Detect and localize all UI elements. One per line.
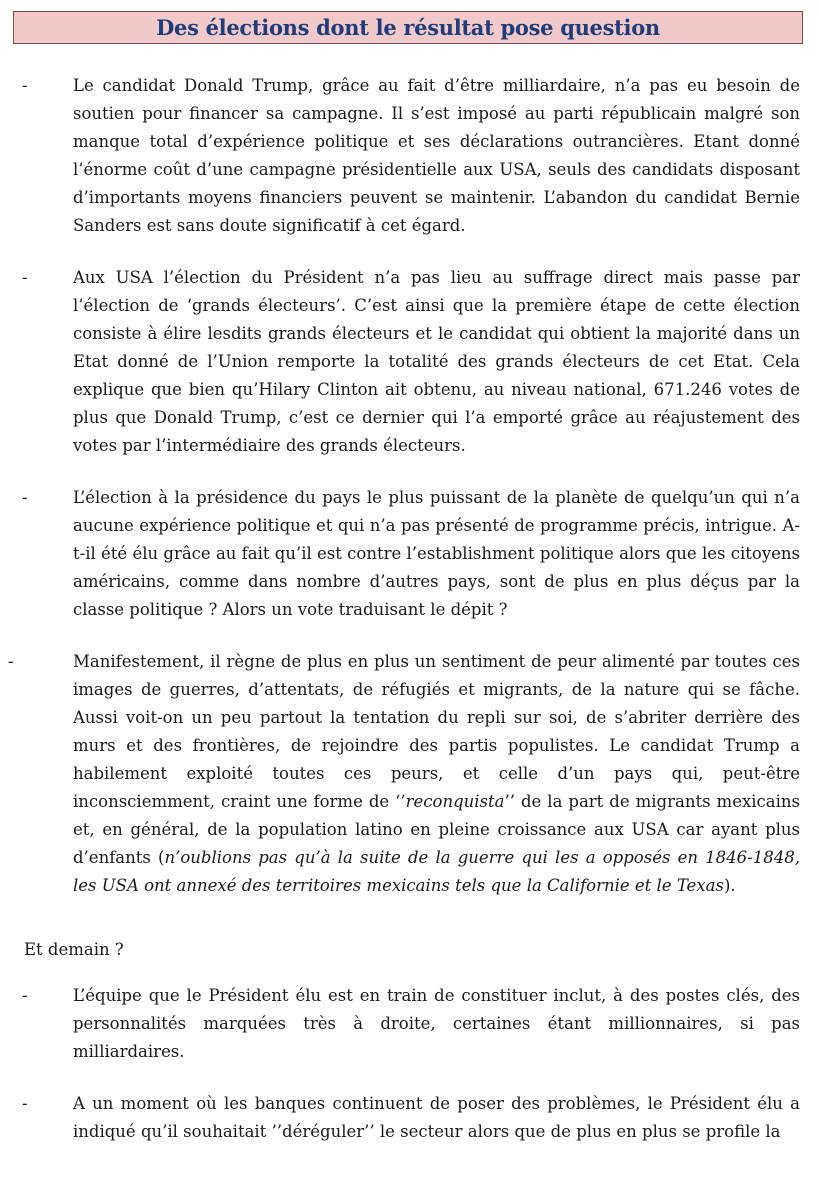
reconquista-term: reconquista — [405, 792, 505, 811]
bullet-item — [0, 1090, 819, 1146]
bullet-item — [0, 484, 819, 624]
paragraph: Aux USA l’élection du Président n’a pas lieu au suffrage direct mais passe par l’élection de ‘grands électeurs’. C’est ainsi que la première étape de cette élection consiste à élire lesdits grands électeurs et le candidat qui obtient la majorité dans un Etat donné de l’Union remporte la totalité des grands électeurs de cet Etat. Cela explique que bien qu’Hilary Clinton ait obtenu, au niveau national, 671.246 votes de plus que Donald Trump, c’est ce dernier qui l’a emporté grâce au réajustement des votes par l’intermédiaire des grands électeurs. — [73, 268, 800, 455]
paragraph: Le candidat Donald Trump, grâce au fait d’être milliardaire, n’a pas eu besoin de soutien pour financer sa campagne. Il s’est imposé au parti républicain malgré son manque total d’expérience politique et ses déclarations outrancières. Etant donné l’énorme coût d’une campagne présidentielle aux USA, seuls des candidats disposant d’importants moyens financiers peuvent se maintenir. L’abandon du candidat Bernie Sanders est sans doute significatif à cet égard. — [73, 76, 800, 235]
paragraph: A un moment où les banques continuent de poser des problèmes, le Président élu a indiqué qu’il souhaitait ’’déréguler’’ le secteur alors que de plus en plus se profile la — [73, 1094, 800, 1141]
paragraph-text: ). — [723, 876, 736, 895]
paragraph — [73, 648, 800, 900]
bullet-dash: - — [22, 1094, 28, 1113]
document-body — [0, 72, 819, 1170]
section-heading: Et demain ? — [24, 940, 124, 959]
italic-note: n’oublions pas qu’à la suite de la guerre qui les a opposés en 1846-1848, les USA ont annexé des territoires mexicains tels que la Californie et le Texas — [73, 848, 800, 895]
bullet-item — [0, 72, 819, 240]
bullet-item — [0, 648, 819, 900]
bullet-item — [0, 264, 819, 460]
paragraph-text: ’’ de la part de migrants mexicains et, en général, de la population latino en pleine croissance aux USA car ayant plus d’enfants ( — [73, 792, 800, 867]
bullet-dash: - — [22, 986, 28, 1005]
paragraph: L’élection à la présidence du pays le plus puissant de la planète de quelqu’un qui n’a aucune expérience politique et qui n’a pas présenté de programme précis, intrigue. A-t-il été élu grâce au fait qu’il est contre l’establishment politique alors que les citoyens américains, comme dans nombre d’autres pays, sont de plus en plus déçus par la classe politique ? Alors un vote traduisant le dépit ? — [73, 488, 800, 619]
bullet-dash: - — [22, 268, 28, 287]
bullet-dash: - — [22, 488, 28, 507]
bullet-dash: - — [22, 76, 28, 95]
paragraph: L’équipe que le Président élu est en train de constituer inclut, à des postes clés, des personnalités marquées très à droite, certaines étant millionnaires, si pas milliardaires. — [73, 986, 800, 1061]
page-title: Des élections dont le résultat pose question — [156, 15, 660, 40]
bullet-dash: - — [8, 652, 14, 671]
bullet-item — [0, 982, 819, 1066]
paragraph-text: Manifestement, il règne de plus en plus un sentiment de peur alimenté par toutes ces images de guerres, d’attentats, de réfugiés et migrants, de la nature qui se fâche. Aussi voit-on un peu partout la tentation du repli sur soi, de s’abriter derrière des murs et des frontières, de rejoindre des partis populistes. Le candidat Trump a habilement exploité toutes ces peurs, et celle d’un pays qui, peut-être inconsciemment, craint une forme de ‘’ — [73, 652, 800, 811]
title-banner — [13, 11, 803, 44]
